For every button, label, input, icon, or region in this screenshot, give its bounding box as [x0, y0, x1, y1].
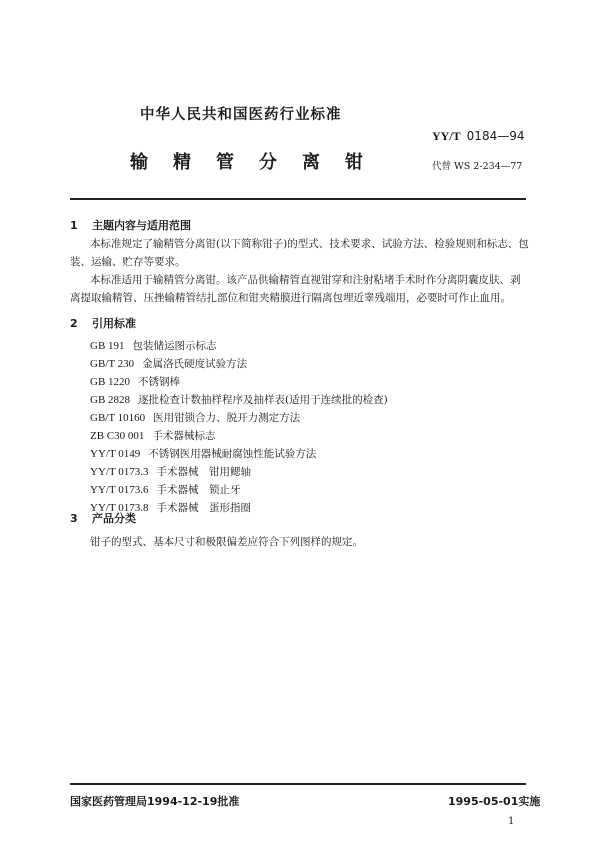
section-number: 1 — [70, 219, 78, 232]
reference-code: YY/T 0173.3 — [90, 466, 149, 478]
document-title: 输精管分离钳 — [130, 152, 388, 173]
section-1-paragraph-2 — [70, 271, 530, 307]
standard-code — [432, 129, 524, 144]
reference-item — [90, 392, 388, 407]
reference-name: 不锈钢医用器械耐腐蚀性能试验方法 — [148, 448, 317, 460]
reference-name: 逐批检查计数抽样程序及抽样表(适用于连续批的检查) — [138, 394, 388, 406]
standard-prefix: YY/T — [432, 129, 461, 143]
section-title: 主题内容与适用范围 — [92, 219, 191, 232]
implementation-date: 1995-05-01实施 — [448, 795, 541, 808]
reference-code: YY/T 0173.8 — [90, 502, 149, 514]
section-1-heading — [70, 217, 191, 233]
reference-name: 医用钳锁合力、脱开力测定方法 — [153, 412, 301, 424]
header-divider — [70, 198, 526, 200]
reference-code: GB/T 230 — [90, 358, 135, 370]
reference-item — [90, 482, 240, 497]
paragraph-text: 本标准规定了输精管分离钳(以下简称钳子)的型式、技术要求、试验方法、检验规则和标志、包装、运输、贮存等要求。 — [70, 238, 529, 268]
reference-item — [90, 446, 316, 461]
standard-number: 0184—94 — [466, 129, 525, 143]
reference-name: 手术器械 蛋形指圈 — [156, 502, 251, 514]
reference-name: 不锈钢棒 — [138, 376, 181, 388]
reference-item — [90, 374, 180, 389]
reference-item — [90, 338, 217, 353]
reference-name: 手术器械标志 — [152, 430, 216, 442]
reference-code: YY/T 0173.6 — [90, 484, 149, 496]
reference-code: GB 2828 — [90, 394, 131, 406]
section-3-paragraph-1 — [70, 533, 530, 551]
reference-item — [90, 464, 251, 479]
section-3-heading — [70, 510, 136, 526]
section-number: 3 — [70, 512, 78, 525]
issuing-organization: 中华人民共和国医药行业标准 — [140, 107, 342, 123]
section-title: 产品分类 — [92, 512, 136, 525]
section-1-paragraph-1 — [70, 235, 530, 271]
approval-line: 国家医药管理局1994-12-19批准 — [70, 795, 240, 808]
section-2-heading — [70, 315, 136, 331]
page-number: 1 — [508, 816, 515, 827]
reference-item — [90, 356, 247, 371]
paragraph-text: 钳子的型式、基本尺寸和极限偏差应符合下列图样的规定。 — [90, 536, 363, 548]
reference-code: YY/T 0149 — [90, 448, 141, 460]
reference-code: GB/T 10160 — [90, 412, 146, 424]
section-title: 引用标准 — [92, 317, 136, 330]
reference-code: ZB C30 001 — [90, 430, 145, 442]
replaces-standard: 代替 WS 2-234—77 — [432, 161, 523, 172]
reference-code: GB 191 — [90, 340, 125, 352]
reference-name: 金属洛氏硬度试验方法 — [142, 358, 248, 370]
footer-divider — [70, 783, 526, 785]
section-number: 2 — [70, 317, 78, 330]
reference-code: GB 1220 — [90, 376, 131, 388]
paragraph-text: 本标准适用于输精管分离钳。该产品供输精管直视钳穿和注射粘堵手术时作分离阴囊皮肤、剥离提取输精管、压挫输精管结扎部位和钳夹精膜进行隔离包埋近睾残端用，必要时可作止血用。 — [70, 274, 521, 304]
reference-item — [90, 428, 215, 443]
reference-name: 手术器械 钳用鳃轴 — [156, 466, 251, 478]
reference-name: 手术器械 锁止牙 — [156, 484, 241, 496]
reference-name: 包装储运图示标志 — [132, 340, 217, 352]
reference-item — [90, 410, 300, 425]
